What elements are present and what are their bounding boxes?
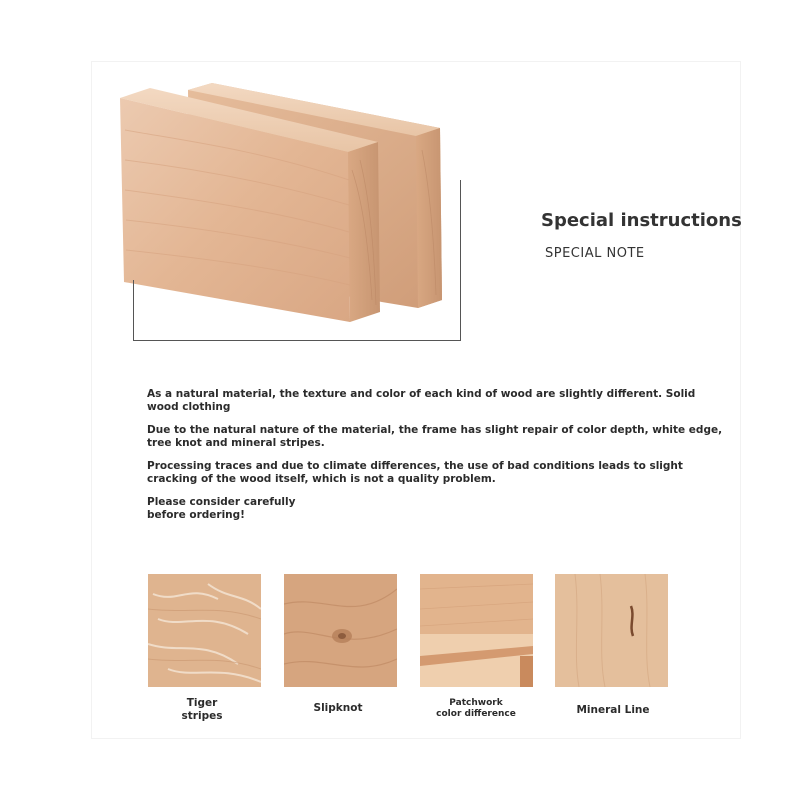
frame-line-right (460, 180, 461, 340)
wood-blocks-illustration (0, 0, 800, 360)
swatch-label-line: Tiger (186, 697, 218, 709)
swatch-patchwork (420, 574, 533, 687)
swatch-label-patchwork (411, 698, 541, 720)
swatch-label-line: color difference (436, 709, 516, 719)
tiger-stripes-texture (148, 574, 261, 687)
frame-line-bottom (133, 340, 461, 341)
front-block-end (348, 142, 380, 322)
slipknot-texture (284, 574, 397, 687)
mineral-line-texture (555, 574, 668, 687)
note-4: Please consider carefully before ordering! (147, 496, 296, 521)
swatch-label-slipknot: Slipknot (313, 702, 363, 714)
section-title: Special instructions (541, 210, 742, 231)
swatch-label-line: stripes (181, 710, 223, 722)
swatch-label-mineral-line: Mineral Line (576, 704, 650, 716)
frame-line-left (133, 280, 134, 340)
note-1: As a natural material, the texture and color of each kind of wood are slightly different. Solid wood clothing (147, 388, 696, 413)
swatch-mineral-line (555, 574, 668, 687)
back-block-end (416, 128, 442, 308)
swatch-label-line: Patchwork (449, 698, 503, 708)
patchwork-texture (420, 574, 533, 687)
wood-blocks-image (0, 0, 800, 360)
notes-block (147, 388, 727, 532)
note-3: Processing traces and due to climate differences, the use of bad conditions leads to slight cracking of the wood itself, which is not a quality problem. (147, 460, 683, 485)
swatch-label-tiger-stripes (137, 697, 267, 723)
note-2: Due to the natural nature of the material, the frame has slight repair of color depth, white edge, tree knot and mineral stripes. (147, 424, 723, 449)
swatch-slipknot (284, 574, 397, 687)
swatch-tiger-stripes (148, 574, 261, 687)
section-subtitle: SPECIAL NOTE (545, 246, 645, 261)
